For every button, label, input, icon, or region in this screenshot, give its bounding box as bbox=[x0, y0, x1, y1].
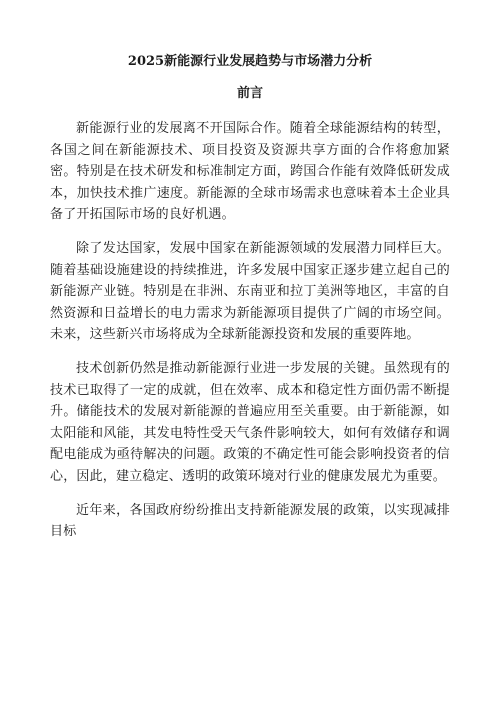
paragraph-1: 新能源行业的发展离不开国际合作。随着全球能源结构的转型，各国之间在新能源技术、项目投资及资源共享方面的合作将愈加紧密。特别是在技术研发和标准制定方面，跨国合作能有效降低研发成本，加快技术推广速度。新能源的全球市场需求也意味着本土企业具备了开拓国际市场的良好机遇。 bbox=[50, 121, 450, 223]
document-title: 2025新能源行业发展趋势与市场潜力分析 bbox=[127, 54, 373, 69]
paragraph-2: 除了发达国家，发展中国家在新能源领域的发展潜力同样巨大。随着基础设施建设的持续推进，许多发展中国家正逐步建立起自己的新能源产业链。特别是在非洲、东南亚和拉丁美洲等地区，丰富的自然资源和日益增长的电力需求为新能源项目提供了广阔的市场空间。未来，这些新兴市场将成为全球新能源投资和发展的重要阵地。 bbox=[50, 240, 450, 343]
section-title: 前言 bbox=[236, 86, 263, 101]
paragraph-3: 技术创新仍然是推动新能源行业进一步发展的关键。虽然现有的技术已取得了一定的成就，但在效率、成本和稳定性方面仍需不断提升。储能技术的发展对新能源的普遍应用至关重要。由于新能源，如太阳能和风能，其发电特性受天气条件影响较大，如何有效储存和调配电能成为亟待解决的问题。政策的不确定性可能会影响投资者的信心，因此，建立稳定、透明的政策环境对行业的健康发展尤为重要。 bbox=[50, 360, 450, 484]
paragraph-4: 近年来，各国政府纷纷推出支持新能源发展的政策，以实现减排目标 bbox=[50, 502, 450, 540]
